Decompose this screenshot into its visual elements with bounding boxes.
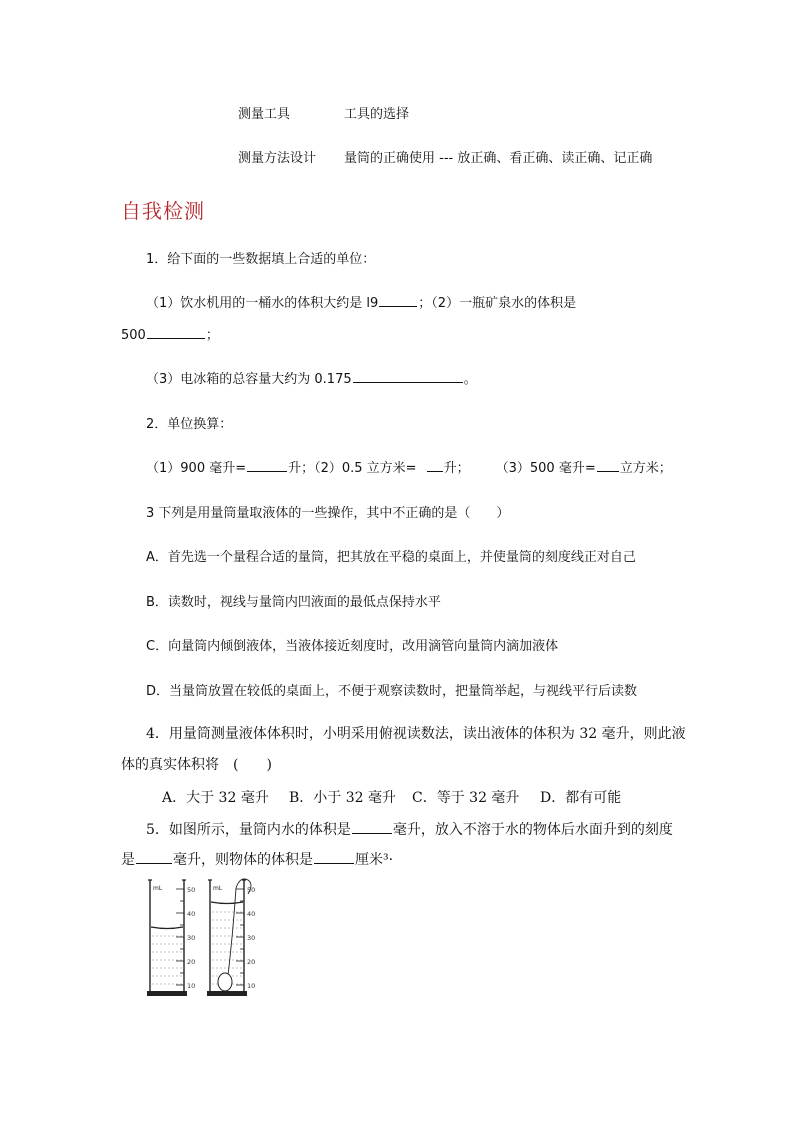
- q1-part1-text: （1）饮水机用的一桶水的体积大约是 l9: [146, 296, 379, 311]
- cylinder-left: [147, 880, 195, 996]
- q2-blank-3[interactable]: [597, 458, 619, 472]
- q5-part3: 是: [121, 852, 135, 868]
- q4-line2: 体的真实体积将 ( ): [121, 757, 272, 773]
- q1-line2: [121, 324, 219, 343]
- q5-line1: [146, 819, 673, 839]
- tick-label-left-50: 50: [187, 886, 196, 894]
- q2-part4: （3）500 毫升=: [495, 461, 596, 476]
- q2-part3: 升；: [443, 461, 470, 476]
- q1-part2-text: ；（2）一瓶矿泉水的体积是: [418, 296, 577, 311]
- q5-blank-3[interactable]: [314, 850, 354, 864]
- q1-stem: 1．给下面的一些数据填上合适的单位：: [146, 252, 376, 267]
- q2-part1: （1）900 毫升=: [146, 461, 247, 476]
- tick-label-left-40: 40: [187, 910, 196, 918]
- q1-part5-text: （3）电冰箱的总容量大约为 0.175: [146, 372, 352, 387]
- q1-part4-text: ；: [205, 328, 219, 343]
- q3-option-b: B．读数时，视线与量筒内凹液面的最低点保持水平: [146, 595, 441, 610]
- q2-part5: 立方米；: [619, 461, 672, 476]
- q4-option-d: D．都有可能: [540, 790, 622, 806]
- q2-line: [146, 457, 672, 476]
- tick-label-left-10: 10: [187, 982, 196, 990]
- unit-label-left: mL: [153, 885, 163, 892]
- q1-blank-1[interactable]: [379, 293, 417, 307]
- q3-option-c: C．向量筒内倾倒液体，当液体接近刻度时，改用滴管向量筒内滴加液体: [146, 639, 559, 654]
- water-surface-right: [211, 902, 243, 904]
- tick-label-right-10: 10: [247, 982, 256, 990]
- q5-blank-2[interactable]: [136, 850, 172, 864]
- q3-stem: 3 下列是用量筒量取液体的一些操作，其中不正确的是（ ）: [146, 506, 510, 521]
- tick-label-left-20: 20: [187, 958, 196, 966]
- summary-row1-col1: 测量工具: [238, 107, 291, 122]
- summary-row2-col1: 测量方法设计: [238, 151, 317, 166]
- q2-stem: 2．单位换算：: [146, 417, 233, 432]
- q1-part6-text: 。: [463, 372, 477, 387]
- q3-option-d: D．当量筒放置在较低的桌面上，不便于观察读数时，把量筒举起，与视线平行后读数: [146, 684, 638, 699]
- object-icon: [218, 973, 232, 991]
- q5-part1: 5．如图所示，量筒内水的体积是: [146, 822, 351, 838]
- q2-blank-1[interactable]: [247, 458, 287, 472]
- water-surface-left: [151, 927, 183, 929]
- cylinders-figure: [140, 874, 270, 1000]
- q4-line1: 4．用量筒测量液体体积时，小明采用俯视读数法，读出液体的体积为 32 毫升，则此液: [146, 726, 686, 742]
- q5-part4: 毫升，则物体的体积是: [173, 852, 313, 868]
- q1-blank-2[interactable]: [147, 325, 205, 339]
- tick-label-right-40: 40: [247, 910, 256, 918]
- q1-part3-text: 500: [121, 328, 146, 343]
- q5-blank-1[interactable]: [352, 820, 392, 834]
- summary-row2-col2: 量筒的正确使用 --- 放正确、看正确、读正确、记正确: [344, 151, 653, 166]
- q5-part5: 厘米³·: [355, 852, 394, 868]
- q5-part2: 毫升，放入不溶于水的物体后水面升到的刻度: [392, 822, 673, 838]
- q4-option-c: C．等于 32 毫升: [412, 790, 520, 806]
- tick-label-right-30: 30: [247, 934, 256, 942]
- q4-option-b: B．小于 32 毫升: [289, 790, 397, 806]
- section-heading: 自我检测: [121, 199, 205, 223]
- cylinder-right: [207, 879, 255, 996]
- tick-label-right-20: 20: [247, 958, 256, 966]
- string-icon: [227, 879, 251, 984]
- q5-line2: [121, 849, 393, 869]
- summary-row1-col2: 工具的选择: [344, 107, 410, 122]
- q4-option-a: A．大于 32 毫升: [162, 790, 269, 806]
- unit-label-right: mL: [213, 885, 223, 892]
- q3-option-a: A．首先选一个量程合适的量筒，把其放在平稳的桌面上，并使量筒的刻度线正对自己: [146, 550, 636, 565]
- q2-blank-2[interactable]: [427, 458, 443, 472]
- q1-blank-3[interactable]: [353, 369, 463, 383]
- q2-part2: 升；（2）0.5 立方米=: [288, 461, 417, 476]
- tick-label-left-30: 30: [187, 934, 196, 942]
- q1-line3: [146, 368, 477, 387]
- q1-line1: [146, 292, 576, 311]
- tick-label-right-50: 50: [247, 886, 256, 894]
